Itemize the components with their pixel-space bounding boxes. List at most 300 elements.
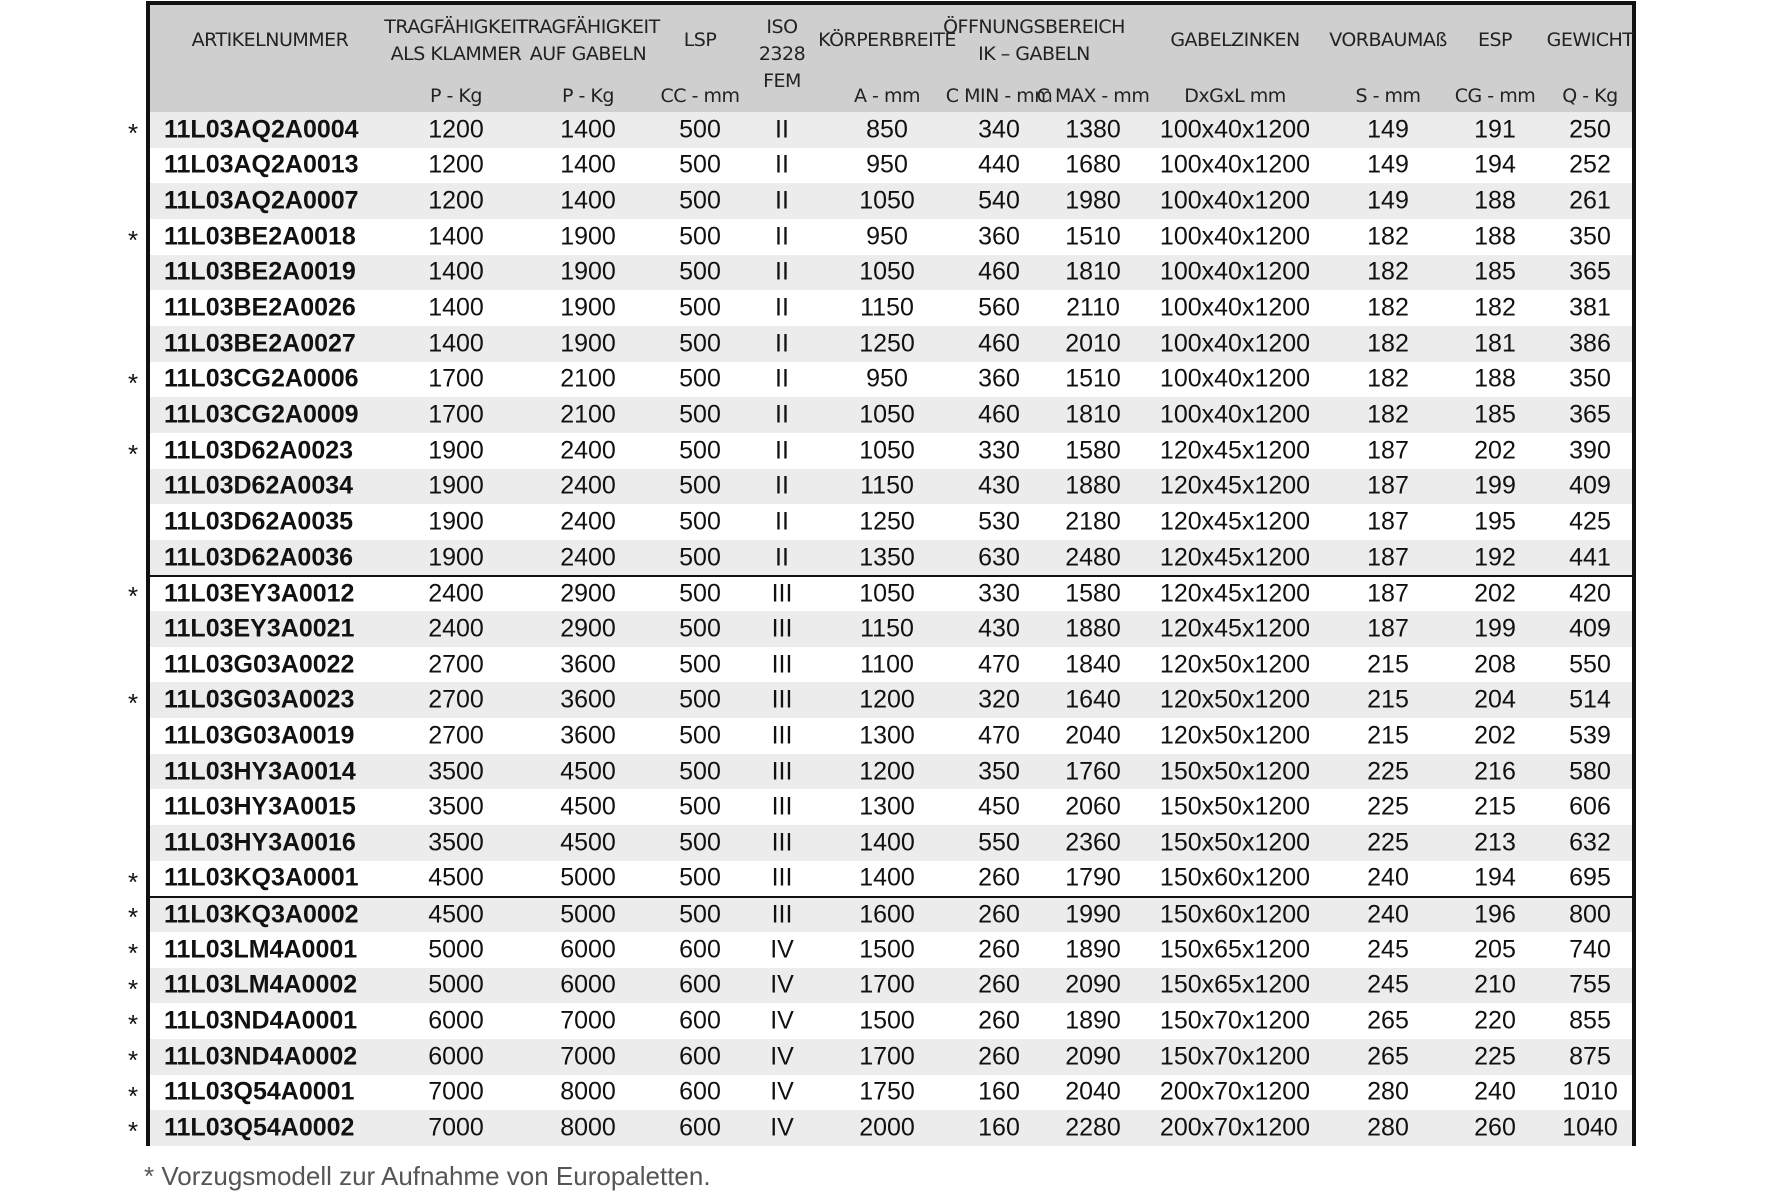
column-unit: S - mm xyxy=(1355,85,1421,107)
table-cell: 1880 xyxy=(1065,614,1121,643)
table-cell: 606 xyxy=(1569,792,1611,821)
column-header: GABELZINKEN xyxy=(1170,29,1300,51)
table-cell: 187 xyxy=(1367,579,1409,608)
table-cell: 1380 xyxy=(1065,115,1121,144)
table-cell: 875 xyxy=(1569,1042,1611,1071)
table-cell: 150x50x1200 xyxy=(1159,792,1311,821)
table-cell: 187 xyxy=(1367,436,1409,465)
table-cell: 500 xyxy=(679,150,721,179)
table-cell: 260 xyxy=(978,1042,1020,1071)
table-cell: 100x40x1200 xyxy=(1159,293,1311,322)
table-cell: 550 xyxy=(978,828,1020,857)
table-cell: 182 xyxy=(1367,222,1409,251)
table-cell: 1500 xyxy=(859,935,915,964)
table-cell: 6000 xyxy=(428,1006,484,1035)
table-cell: 220 xyxy=(1474,1006,1516,1035)
table-cell: 213 xyxy=(1474,828,1516,857)
table-cell: 7000 xyxy=(560,1042,616,1071)
table-cell: 695 xyxy=(1569,863,1611,892)
table-cell: 330 xyxy=(978,579,1020,608)
table-cell: 194 xyxy=(1474,863,1516,892)
table-cell: 1510 xyxy=(1065,222,1121,251)
table-cell: 2700 xyxy=(428,685,484,714)
preferred-model-marker: * xyxy=(128,1116,139,1147)
table-cell: 330 xyxy=(978,436,1020,465)
table-cell: 1050 xyxy=(859,186,915,215)
table-cell: 950 xyxy=(866,150,908,179)
preferred-model-marker: * xyxy=(128,1044,139,1075)
table-cell: III xyxy=(771,828,793,857)
preferred-model-marker: * xyxy=(128,866,139,897)
table-cell: 150x50x1200 xyxy=(1159,828,1311,857)
table-cell: 600 xyxy=(679,1006,721,1035)
table-cell: 188 xyxy=(1474,364,1516,393)
table-cell: 280 xyxy=(1367,1077,1409,1106)
table-cell: 2180 xyxy=(1065,507,1121,536)
table-cell: 500 xyxy=(679,293,721,322)
table-row xyxy=(150,326,1632,362)
article-number: 11L03AQ2A0004 xyxy=(164,115,359,144)
table-cell: 191 xyxy=(1474,115,1516,144)
table-cell: 1050 xyxy=(859,400,915,429)
table-cell: 204 xyxy=(1474,685,1516,714)
table-cell: II xyxy=(775,222,789,251)
table-cell: 1900 xyxy=(560,329,616,358)
table-cell: 202 xyxy=(1474,721,1516,750)
footnote: * Vorzugsmodell zur Aufnahme von Europaletten. xyxy=(144,1161,711,1191)
table-cell: 196 xyxy=(1474,900,1516,929)
table-cell: 225 xyxy=(1367,792,1409,821)
table-cell: 1050 xyxy=(859,436,915,465)
table-cell: 1250 xyxy=(859,507,915,536)
table-cell: 1900 xyxy=(428,507,484,536)
table-cell: 500 xyxy=(679,257,721,286)
table-cell: 950 xyxy=(866,222,908,251)
table-cell: 1900 xyxy=(428,471,484,500)
table-cell: 200x70x1200 xyxy=(1159,1077,1311,1106)
table-cell: 350 xyxy=(978,757,1020,785)
table-cell: 185 xyxy=(1474,400,1516,429)
column-header: GEWICHT xyxy=(1546,29,1634,51)
table-cell: 120x50x1200 xyxy=(1159,650,1311,679)
table-cell: 2100 xyxy=(560,364,616,393)
table-cell: 1810 xyxy=(1065,400,1121,429)
table-cell: 1400 xyxy=(560,186,616,215)
table-cell: 630 xyxy=(978,543,1020,572)
table-cell: 210 xyxy=(1474,970,1516,999)
table-cell: II xyxy=(775,507,789,536)
table-cell: 1580 xyxy=(1065,436,1121,465)
table-cell: III xyxy=(771,863,793,892)
table-cell: 5000 xyxy=(428,935,484,964)
article-number: 11L03D62A0036 xyxy=(164,543,354,572)
table-cell: 2480 xyxy=(1065,543,1121,572)
table-cell: 245 xyxy=(1367,970,1409,999)
table-cell: 3600 xyxy=(560,721,616,750)
preferred-model-marker: * xyxy=(128,438,139,469)
table-cell: 409 xyxy=(1569,471,1611,500)
table-cell: 100x40x1200 xyxy=(1159,257,1311,286)
table-cell: 500 xyxy=(679,222,721,251)
table-cell: 215 xyxy=(1367,650,1409,679)
table-cell: 225 xyxy=(1474,1042,1516,1071)
table-cell: 365 xyxy=(1569,257,1611,286)
table-cell: 2090 xyxy=(1065,970,1121,999)
table-row xyxy=(150,647,1632,683)
table-cell: 514 xyxy=(1569,685,1611,714)
table-cell: 500 xyxy=(679,863,721,892)
table-cell: 360 xyxy=(978,364,1020,393)
table-cell: III xyxy=(771,792,793,821)
table-cell: 120x45x1200 xyxy=(1159,543,1311,572)
table-cell: 182 xyxy=(1367,257,1409,286)
table-cell: 1400 xyxy=(428,293,484,322)
column-unit: P - Kg xyxy=(430,85,482,107)
table-cell: 500 xyxy=(679,543,721,572)
table-cell: 200x70x1200 xyxy=(1159,1113,1311,1142)
table-cell: 500 xyxy=(679,186,721,215)
table-cell: 260 xyxy=(978,863,1020,892)
table-cell: 185 xyxy=(1474,257,1516,286)
table-cell: II xyxy=(775,115,789,144)
table-cell: 215 xyxy=(1367,685,1409,714)
article-number: 11L03D62A0023 xyxy=(164,436,354,465)
article-number: 11L03D62A0035 xyxy=(164,507,354,536)
table-cell: 100x40x1200 xyxy=(1159,186,1311,215)
table-cell: 216 xyxy=(1474,757,1516,785)
preferred-model-marker: * xyxy=(128,1009,139,1040)
table-cell: 1700 xyxy=(859,1042,915,1071)
table-cell: 240 xyxy=(1367,900,1409,929)
table-cell: 3600 xyxy=(560,685,616,714)
table-cell: 500 xyxy=(679,579,721,608)
table-cell: 1700 xyxy=(428,400,484,429)
table-cell: 215 xyxy=(1474,792,1516,821)
table-cell: 470 xyxy=(978,650,1020,679)
table-cell: 3500 xyxy=(428,792,484,821)
column-unit: C MAX - mm xyxy=(1036,85,1150,107)
table-cell: 1900 xyxy=(560,257,616,286)
table-cell: 530 xyxy=(978,507,1020,536)
table-cell: 1200 xyxy=(859,757,915,785)
table-cell: IV xyxy=(770,970,794,999)
table-cell: 240 xyxy=(1367,863,1409,892)
article-number: 11L03BE2A0019 xyxy=(164,257,356,286)
table-cell: 2060 xyxy=(1065,792,1121,821)
table-cell: 225 xyxy=(1367,757,1409,785)
table-cell: 265 xyxy=(1367,1006,1409,1035)
table-row xyxy=(150,290,1632,326)
table-cell: 1400 xyxy=(560,115,616,144)
table-cell: II xyxy=(775,400,789,429)
table-cell: 100x40x1200 xyxy=(1159,150,1311,179)
table-row xyxy=(150,861,1632,897)
table-cell: 1900 xyxy=(560,293,616,322)
table-cell: 1900 xyxy=(428,543,484,572)
table-cell: 1900 xyxy=(428,436,484,465)
table-cell: 1300 xyxy=(859,792,915,821)
table-cell: 252 xyxy=(1569,150,1611,179)
table-cell: 550 xyxy=(1569,650,1611,679)
table-cell: 100x40x1200 xyxy=(1159,115,1311,144)
table-cell: 3500 xyxy=(428,757,484,785)
table-cell: 460 xyxy=(978,329,1020,358)
table-cell: 150x60x1200 xyxy=(1159,900,1311,929)
table-cell: 192 xyxy=(1474,543,1516,572)
table-cell: 100x40x1200 xyxy=(1159,329,1311,358)
table-row xyxy=(150,362,1632,398)
table-cell: 441 xyxy=(1569,543,1611,572)
table-cell: 261 xyxy=(1569,186,1611,215)
table-cell: 409 xyxy=(1569,614,1611,643)
article-number: 11L03HY3A0014 xyxy=(164,757,356,785)
table-cell: II xyxy=(775,436,789,465)
column-unit: P - Kg xyxy=(562,85,614,107)
column-header: ÖFFNUNGSBEREICH IK – GABELN xyxy=(943,16,1125,65)
table-cell: 150x50x1200 xyxy=(1159,757,1311,785)
table-cell: 420 xyxy=(1569,579,1611,608)
table-cell: 1700 xyxy=(859,970,915,999)
table-cell: 460 xyxy=(978,400,1020,429)
table-cell: II xyxy=(775,471,789,500)
table-row xyxy=(150,433,1632,469)
table-cell: 381 xyxy=(1569,293,1611,322)
preferred-model-marker: * xyxy=(128,902,139,933)
column-unit: A - mm xyxy=(854,85,920,107)
table-cell: 340 xyxy=(978,115,1020,144)
table-row xyxy=(150,932,1632,968)
table-cell: 6000 xyxy=(560,935,616,964)
preferred-model-marker: * xyxy=(128,581,139,612)
table-cell: 4500 xyxy=(560,792,616,821)
table-cell: 1050 xyxy=(859,257,915,286)
article-number: 11L03ND4A0002 xyxy=(164,1042,358,1071)
column-unit: Q - Kg xyxy=(1562,85,1618,107)
table-row xyxy=(150,611,1632,647)
column-header: ARTIKELNUMMER xyxy=(191,29,349,51)
table-cell: 7000 xyxy=(560,1006,616,1035)
table-row xyxy=(150,540,1632,576)
table-cell: 320 xyxy=(978,685,1020,714)
table-cell: 1580 xyxy=(1065,579,1121,608)
table-cell: 500 xyxy=(679,757,721,785)
table-cell: 1880 xyxy=(1065,471,1121,500)
table-cell: 260 xyxy=(1474,1113,1516,1142)
table-cell: 950 xyxy=(866,364,908,393)
table-row xyxy=(150,1075,1632,1111)
table-row xyxy=(150,397,1632,433)
table-cell: 2400 xyxy=(428,614,484,643)
table-cell: 632 xyxy=(1569,828,1611,857)
table-cell: 120x50x1200 xyxy=(1159,721,1311,750)
table-cell: 2400 xyxy=(560,543,616,572)
table-cell: 1500 xyxy=(859,1006,915,1035)
table-cell: 2000 xyxy=(859,1113,915,1142)
article-number: 11L03LM4A0001 xyxy=(164,935,358,964)
table-cell: 600 xyxy=(679,970,721,999)
table-cell: 500 xyxy=(679,400,721,429)
table-cell: 265 xyxy=(1367,1042,1409,1071)
table-cell: II xyxy=(775,186,789,215)
table-cell: 2400 xyxy=(428,579,484,608)
table-cell: 1200 xyxy=(428,150,484,179)
article-number: 11L03EY3A0021 xyxy=(164,614,355,643)
preferred-model-marker: * xyxy=(128,1080,139,1111)
table-cell: 500 xyxy=(679,685,721,714)
table-cell: 1900 xyxy=(560,222,616,251)
article-number: 11L03ND4A0001 xyxy=(164,1006,358,1035)
article-number: 11L03AQ2A0007 xyxy=(164,186,359,215)
table-cell: 500 xyxy=(679,471,721,500)
table-cell: 2900 xyxy=(560,614,616,643)
table-cell: 1200 xyxy=(859,685,915,714)
table-cell: 150x65x1200 xyxy=(1159,970,1311,999)
article-number: 11L03G03A0019 xyxy=(164,721,355,750)
table-cell: 182 xyxy=(1474,293,1516,322)
table-row xyxy=(150,896,1632,932)
article-number: 11L03Q54A0001 xyxy=(164,1077,355,1106)
table-cell: 6000 xyxy=(428,1042,484,1071)
table-cell: 280 xyxy=(1367,1113,1409,1142)
table-cell: 120x45x1200 xyxy=(1159,436,1311,465)
table-cell: 2400 xyxy=(560,471,616,500)
table-cell: 8000 xyxy=(560,1077,616,1106)
table-cell: 120x50x1200 xyxy=(1159,685,1311,714)
table-cell: 1300 xyxy=(859,721,915,750)
table-cell: 260 xyxy=(978,935,1020,964)
table-cell: IV xyxy=(770,1006,794,1035)
article-number: 11L03CG2A0009 xyxy=(164,400,359,429)
table-row xyxy=(150,789,1632,825)
table-cell: 149 xyxy=(1367,150,1409,179)
table-cell: 1250 xyxy=(859,329,915,358)
table-cell: 100x40x1200 xyxy=(1159,222,1311,251)
table-row xyxy=(150,575,1632,611)
table-cell: 500 xyxy=(679,792,721,821)
table-cell: 580 xyxy=(1569,757,1611,785)
table-cell: 1050 xyxy=(859,579,915,608)
table-cell: 350 xyxy=(1569,364,1611,393)
article-number: 11L03CG2A0006 xyxy=(164,364,359,393)
table-cell: 2360 xyxy=(1065,828,1121,857)
table-cell: 600 xyxy=(679,935,721,964)
table-cell: 120x45x1200 xyxy=(1159,614,1311,643)
table-cell: 500 xyxy=(679,721,721,750)
article-number: 11L03KQ3A0001 xyxy=(164,863,359,892)
table-cell: III xyxy=(771,757,793,785)
table-row xyxy=(150,754,1632,790)
article-number: 11L03G03A0023 xyxy=(164,685,355,714)
table-cell: III xyxy=(771,721,793,750)
table-cell: II xyxy=(775,364,789,393)
table-cell: 740 xyxy=(1569,935,1611,964)
column-unit: C MIN - mm xyxy=(945,85,1053,107)
table-cell: 3600 xyxy=(560,650,616,679)
table-cell: 195 xyxy=(1474,507,1516,536)
table-cell: 260 xyxy=(978,970,1020,999)
table-cell: 390 xyxy=(1569,436,1611,465)
table-cell: 430 xyxy=(978,614,1020,643)
table-cell: 1750 xyxy=(859,1077,915,1106)
table-cell: 440 xyxy=(978,150,1020,179)
table-cell: 149 xyxy=(1367,115,1409,144)
table-cell: 360 xyxy=(978,222,1020,251)
table-cell: 188 xyxy=(1474,222,1516,251)
table-cell: 2400 xyxy=(560,436,616,465)
table-cell: 199 xyxy=(1474,471,1516,500)
table-cell: 205 xyxy=(1474,935,1516,964)
table-cell: 187 xyxy=(1367,507,1409,536)
table-cell: 245 xyxy=(1367,935,1409,964)
table-cell: 2090 xyxy=(1065,1042,1121,1071)
column-header: VORBAUMAß xyxy=(1329,29,1447,51)
table-cell: 4500 xyxy=(560,828,616,857)
table-cell: 500 xyxy=(679,650,721,679)
table-cell: 187 xyxy=(1367,614,1409,643)
table-cell: 2110 xyxy=(1066,293,1120,322)
table-cell: 208 xyxy=(1474,650,1516,679)
table-cell: 1150 xyxy=(860,293,914,322)
table-cell: 100x40x1200 xyxy=(1159,364,1311,393)
table-cell: 182 xyxy=(1367,329,1409,358)
table-cell: III xyxy=(771,579,793,608)
spec-table xyxy=(146,1,1636,1146)
table-cell: 600 xyxy=(679,1042,721,1071)
table-row xyxy=(150,504,1632,540)
column-header: ESP xyxy=(1477,29,1513,51)
table-row xyxy=(150,718,1632,754)
column-header: KÖRPERBREITE xyxy=(818,29,956,51)
table-cell: III xyxy=(771,614,793,643)
table-cell: 560 xyxy=(978,293,1020,322)
article-number: 11L03HY3A0016 xyxy=(164,828,356,857)
table-cell: 1350 xyxy=(859,543,915,572)
table-cell: 539 xyxy=(1569,721,1611,750)
table-cell: 500 xyxy=(679,436,721,465)
table-cell: 500 xyxy=(679,614,721,643)
table-cell: 150x70x1200 xyxy=(1159,1006,1311,1035)
table-cell: 386 xyxy=(1569,329,1611,358)
table-row xyxy=(150,148,1632,184)
table-row xyxy=(150,219,1632,255)
table-cell: 500 xyxy=(679,329,721,358)
table-cell: 1010 xyxy=(1562,1077,1618,1106)
table-cell: 755 xyxy=(1569,970,1611,999)
table-cell: 2040 xyxy=(1065,721,1121,750)
table-row xyxy=(150,255,1632,291)
article-number: 11L03BE2A0026 xyxy=(164,293,356,322)
table-cell: 150x60x1200 xyxy=(1159,863,1311,892)
table-cell: 1890 xyxy=(1065,935,1121,964)
table-cell: 1680 xyxy=(1065,150,1121,179)
table-cell: 1890 xyxy=(1065,1006,1121,1035)
table-row xyxy=(150,1039,1632,1075)
table-cell: 2900 xyxy=(560,579,616,608)
table-cell: 1840 xyxy=(1065,650,1121,679)
table-cell: 365 xyxy=(1569,400,1611,429)
table-cell: 1600 xyxy=(859,900,915,929)
table-cell: 540 xyxy=(978,186,1020,215)
table-cell: II xyxy=(775,150,789,179)
article-number: 11L03EY3A0012 xyxy=(164,579,355,608)
table-cell: 150x65x1200 xyxy=(1159,935,1311,964)
table-cell: 850 xyxy=(866,115,908,144)
table-cell: 215 xyxy=(1367,721,1409,750)
table-cell: 260 xyxy=(978,900,1020,929)
table-cell: 1790 xyxy=(1065,863,1121,892)
article-number: 11L03LM4A0002 xyxy=(164,970,358,999)
table-cell: 2040 xyxy=(1065,1077,1121,1106)
